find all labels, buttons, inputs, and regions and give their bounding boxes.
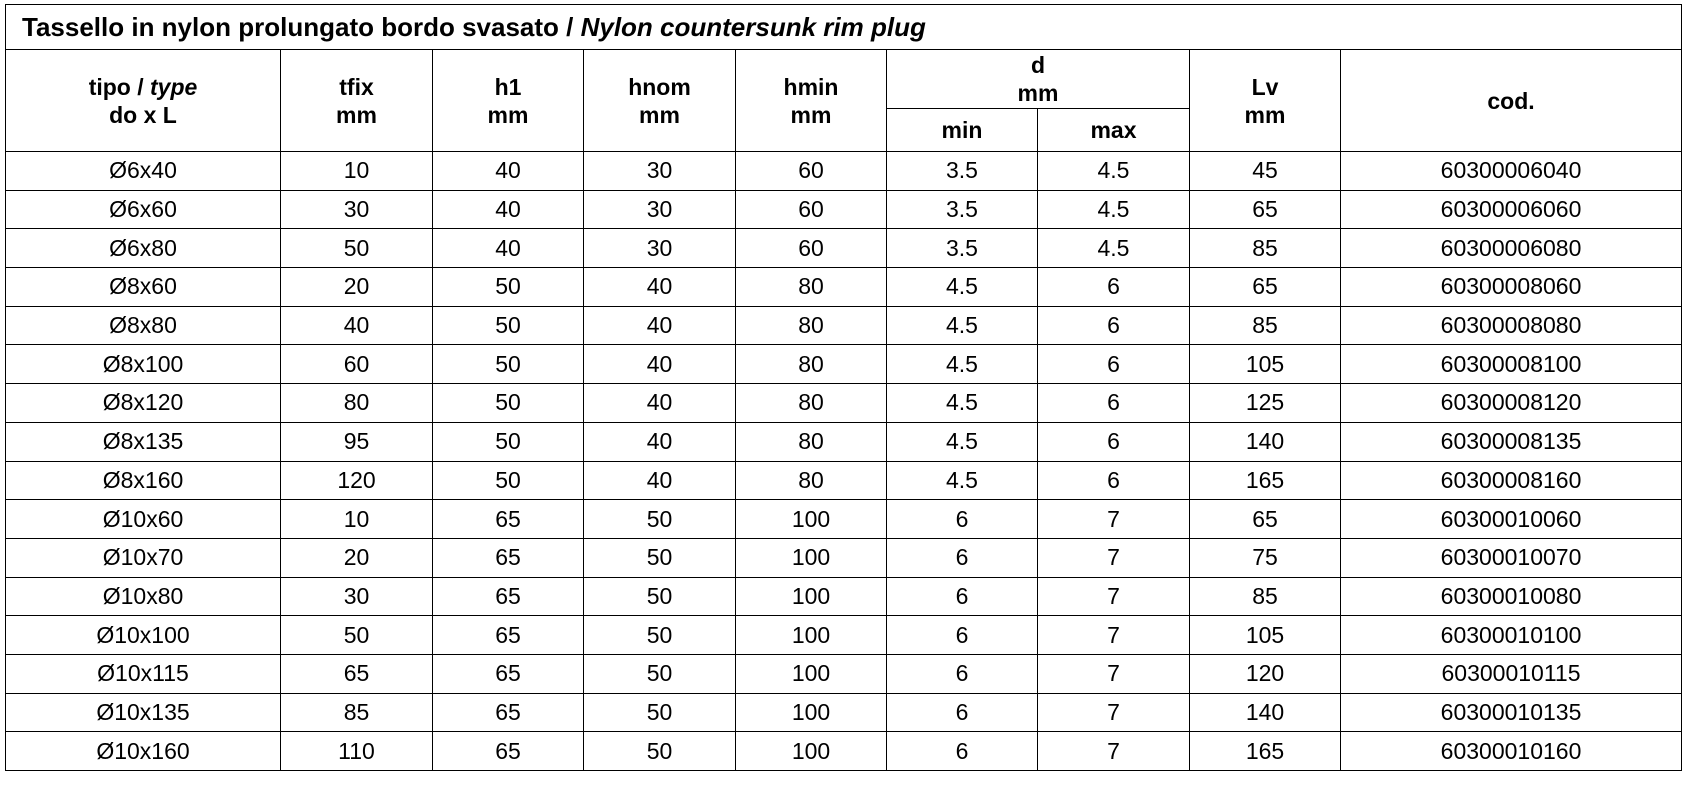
- cell-hnom: 30: [584, 190, 736, 229]
- cell-cod: 60300010115: [1341, 654, 1682, 693]
- cell-cod: 60300010135: [1341, 693, 1682, 732]
- cell-hmin: 60: [736, 152, 887, 191]
- header-tipo: [6, 50, 281, 152]
- cell-d-min: 3.5: [887, 190, 1038, 229]
- cell-hnom: 30: [584, 152, 736, 191]
- cell-cod: 60300008160: [1341, 461, 1682, 500]
- header-d-label: d: [1030, 52, 1046, 78]
- cell-h1: 50: [433, 268, 584, 307]
- cell-tipo: Ø10x60: [6, 500, 281, 539]
- cell-hmin: 60: [736, 190, 887, 229]
- cell-hmin: 100: [736, 500, 887, 539]
- cell-hmin: 100: [736, 732, 887, 771]
- title-row: [6, 5, 1682, 50]
- cell-tipo: Ø8x80: [6, 306, 281, 345]
- cell-h1: 40: [433, 190, 584, 229]
- cell-lv: 105: [1190, 345, 1341, 384]
- header-cod-label: cod.: [1487, 87, 1535, 114]
- cell-hmin: 80: [736, 384, 887, 423]
- cell-d-min: 6: [887, 577, 1038, 616]
- cell-d-max: 6: [1038, 306, 1190, 345]
- cell-hnom: 30: [584, 229, 736, 268]
- header-hmin-label: hmin: [783, 73, 839, 100]
- cell-lv: 105: [1190, 616, 1341, 655]
- cell-tfix: 10: [281, 500, 433, 539]
- cell-hnom: 50: [584, 654, 736, 693]
- cell-cod: 60300006040: [1341, 152, 1682, 191]
- header-h1-unit: mm: [487, 101, 529, 128]
- cell-tipo: Ø8x120: [6, 384, 281, 423]
- cell-d-max: 7: [1038, 693, 1190, 732]
- header-h1: [433, 50, 584, 152]
- header-tfix: [281, 50, 433, 152]
- header-hnom: [584, 50, 736, 152]
- header-tfix-label: tfix: [339, 73, 374, 100]
- cell-d-max: 7: [1038, 500, 1190, 539]
- cell-lv: 45: [1190, 152, 1341, 191]
- cell-tfix: 30: [281, 577, 433, 616]
- cell-d-max: 4.5: [1038, 190, 1190, 229]
- cell-hmin: 80: [736, 268, 887, 307]
- cell-hmin: 100: [736, 577, 887, 616]
- cell-hmin: 80: [736, 461, 887, 500]
- table-row: [6, 616, 1682, 655]
- product-table-document: [5, 4, 1681, 771]
- cell-hnom: 40: [584, 268, 736, 307]
- cell-hmin: 80: [736, 306, 887, 345]
- cell-d-max: 7: [1038, 616, 1190, 655]
- cell-hmin: 80: [736, 422, 887, 461]
- cell-tipo: Ø8x60: [6, 268, 281, 307]
- header-tfix-unit: mm: [336, 101, 377, 128]
- cell-tipo: Ø10x135: [6, 693, 281, 732]
- header-tipo-label: tipo /: [88, 73, 151, 100]
- cell-d-min: 4.5: [887, 268, 1038, 307]
- cell-hmin: 100: [736, 654, 887, 693]
- cell-h1: 50: [433, 422, 584, 461]
- cell-tfix: 95: [281, 422, 433, 461]
- header-d: [887, 50, 1190, 109]
- header-d-min: min: [887, 109, 1038, 152]
- table-row: [6, 384, 1682, 423]
- cell-d-min: 6: [887, 732, 1038, 771]
- cell-cod: 60300008100: [1341, 345, 1682, 384]
- table-row: [6, 654, 1682, 693]
- header-hmin: [736, 50, 887, 152]
- header-tipo-unit: do x L: [109, 101, 177, 128]
- table-row: [6, 538, 1682, 577]
- header-d-unit: mm: [1017, 80, 1059, 106]
- cell-tipo: Ø8x100: [6, 345, 281, 384]
- cell-h1: 65: [433, 577, 584, 616]
- cell-d-min: 3.5: [887, 152, 1038, 191]
- table-row: [6, 577, 1682, 616]
- table-row: [6, 693, 1682, 732]
- header-cod: [1341, 50, 1682, 152]
- cell-d-min: 6: [887, 693, 1038, 732]
- cell-lv: 65: [1190, 268, 1341, 307]
- cell-d-min: 4.5: [887, 306, 1038, 345]
- cell-h1: 50: [433, 384, 584, 423]
- cell-lv: 85: [1190, 577, 1341, 616]
- cell-tipo: Ø10x100: [6, 616, 281, 655]
- header-h1-label: h1: [494, 73, 522, 100]
- cell-h1: 40: [433, 229, 584, 268]
- cell-tipo: Ø8x160: [6, 461, 281, 500]
- cell-lv: 120: [1190, 654, 1341, 693]
- cell-lv: 65: [1190, 500, 1341, 539]
- cell-lv: 140: [1190, 422, 1341, 461]
- cell-hnom: 50: [584, 732, 736, 771]
- header-lv-unit: mm: [1244, 101, 1286, 128]
- cell-tfix: 20: [281, 538, 433, 577]
- cell-hmin: 100: [736, 538, 887, 577]
- cell-h1: 65: [433, 732, 584, 771]
- cell-d-max: 7: [1038, 732, 1190, 771]
- cell-tipo: Ø10x80: [6, 577, 281, 616]
- cell-d-min: 6: [887, 616, 1038, 655]
- cell-d-min: 3.5: [887, 229, 1038, 268]
- header-row: [6, 50, 1682, 109]
- header-hnom-label: hnom: [628, 73, 691, 100]
- table-row: [6, 190, 1682, 229]
- cell-tipo: Ø6x40: [6, 152, 281, 191]
- cell-lv: 65: [1190, 190, 1341, 229]
- cell-h1: 65: [433, 693, 584, 732]
- cell-tfix: 50: [281, 229, 433, 268]
- cell-d-max: 7: [1038, 654, 1190, 693]
- table-row: [6, 732, 1682, 771]
- cell-tfix: 65: [281, 654, 433, 693]
- table-row: [6, 268, 1682, 307]
- header-hnom-unit: mm: [639, 101, 680, 128]
- cell-d-max: 6: [1038, 384, 1190, 423]
- cell-tfix: 10: [281, 152, 433, 191]
- cell-h1: 65: [433, 654, 584, 693]
- cell-cod: 60300008135: [1341, 422, 1682, 461]
- cell-cod: 60300008060: [1341, 268, 1682, 307]
- cell-tfix: 120: [281, 461, 433, 500]
- table-row: [6, 229, 1682, 268]
- table-row: [6, 500, 1682, 539]
- cell-hmin: 100: [736, 616, 887, 655]
- table-body: [6, 152, 1682, 771]
- cell-d-max: 6: [1038, 268, 1190, 307]
- cell-d-min: 4.5: [887, 384, 1038, 423]
- cell-h1: 50: [433, 306, 584, 345]
- cell-cod: 60300010070: [1341, 538, 1682, 577]
- table-row: [6, 345, 1682, 384]
- cell-lv: 75: [1190, 538, 1341, 577]
- cell-tfix: 40: [281, 306, 433, 345]
- cell-hmin: 100: [736, 693, 887, 732]
- cell-d-min: 6: [887, 654, 1038, 693]
- header-lv: [1190, 50, 1341, 152]
- cell-d-min: 6: [887, 500, 1038, 539]
- cell-tipo: Ø6x60: [6, 190, 281, 229]
- cell-hnom: 40: [584, 422, 736, 461]
- cell-hnom: 40: [584, 461, 736, 500]
- cell-tfix: 20: [281, 268, 433, 307]
- cell-h1: 65: [433, 538, 584, 577]
- cell-cod: 60300006060: [1341, 190, 1682, 229]
- cell-hnom: 50: [584, 538, 736, 577]
- cell-cod: 60300008120: [1341, 384, 1682, 423]
- cell-tipo: Ø10x115: [6, 654, 281, 693]
- cell-hnom: 50: [584, 693, 736, 732]
- cell-hnom: 40: [584, 345, 736, 384]
- cell-d-max: 7: [1038, 538, 1190, 577]
- cell-cod: 60300010100: [1341, 616, 1682, 655]
- cell-tfix: 85: [281, 693, 433, 732]
- cell-d-min: 4.5: [887, 422, 1038, 461]
- cell-hnom: 40: [584, 384, 736, 423]
- title-english: Nylon countersunk rim plug: [580, 12, 926, 42]
- cell-tipo: Ø10x160: [6, 732, 281, 771]
- cell-lv: 85: [1190, 229, 1341, 268]
- table-row: [6, 461, 1682, 500]
- cell-tfix: 110: [281, 732, 433, 771]
- cell-d-max: 4.5: [1038, 152, 1190, 191]
- cell-cod: 60300008080: [1341, 306, 1682, 345]
- table-row: [6, 422, 1682, 461]
- cell-cod: 60300006080: [1341, 229, 1682, 268]
- cell-tipo: Ø6x80: [6, 229, 281, 268]
- product-table: [5, 4, 1682, 771]
- cell-d-max: 4.5: [1038, 229, 1190, 268]
- cell-tipo: Ø10x70: [6, 538, 281, 577]
- cell-h1: 50: [433, 461, 584, 500]
- cell-lv: 125: [1190, 384, 1341, 423]
- cell-lv: 165: [1190, 461, 1341, 500]
- cell-hmin: 80: [736, 345, 887, 384]
- table-row: [6, 306, 1682, 345]
- header-type-label: type: [150, 73, 198, 100]
- cell-h1: 50: [433, 345, 584, 384]
- header-d-max: max: [1038, 109, 1190, 152]
- cell-d-max: 7: [1038, 577, 1190, 616]
- cell-tfix: 60: [281, 345, 433, 384]
- cell-hnom: 50: [584, 616, 736, 655]
- cell-cod: 60300010080: [1341, 577, 1682, 616]
- cell-cod: 60300010160: [1341, 732, 1682, 771]
- cell-d-max: 6: [1038, 345, 1190, 384]
- cell-cod: 60300010060: [1341, 500, 1682, 539]
- cell-tfix: 30: [281, 190, 433, 229]
- cell-h1: 65: [433, 616, 584, 655]
- table-row: [6, 152, 1682, 191]
- cell-tipo: Ø8x135: [6, 422, 281, 461]
- cell-hnom: 50: [584, 500, 736, 539]
- cell-d-min: 4.5: [887, 345, 1038, 384]
- cell-lv: 165: [1190, 732, 1341, 771]
- table-title: [6, 5, 1682, 50]
- title-italian: Tassello in nylon prolungato bordo svasato /: [22, 12, 581, 42]
- cell-d-min: 6: [887, 538, 1038, 577]
- cell-d-max: 6: [1038, 461, 1190, 500]
- cell-d-max: 6: [1038, 422, 1190, 461]
- cell-hnom: 40: [584, 306, 736, 345]
- cell-lv: 85: [1190, 306, 1341, 345]
- cell-tfix: 80: [281, 384, 433, 423]
- header-lv-label: Lv: [1251, 73, 1279, 100]
- cell-tfix: 50: [281, 616, 433, 655]
- cell-h1: 65: [433, 500, 584, 539]
- cell-lv: 140: [1190, 693, 1341, 732]
- cell-hmin: 60: [736, 229, 887, 268]
- cell-h1: 40: [433, 152, 584, 191]
- header-hmin-unit: mm: [790, 101, 832, 128]
- cell-hnom: 50: [584, 577, 736, 616]
- cell-d-min: 4.5: [887, 461, 1038, 500]
